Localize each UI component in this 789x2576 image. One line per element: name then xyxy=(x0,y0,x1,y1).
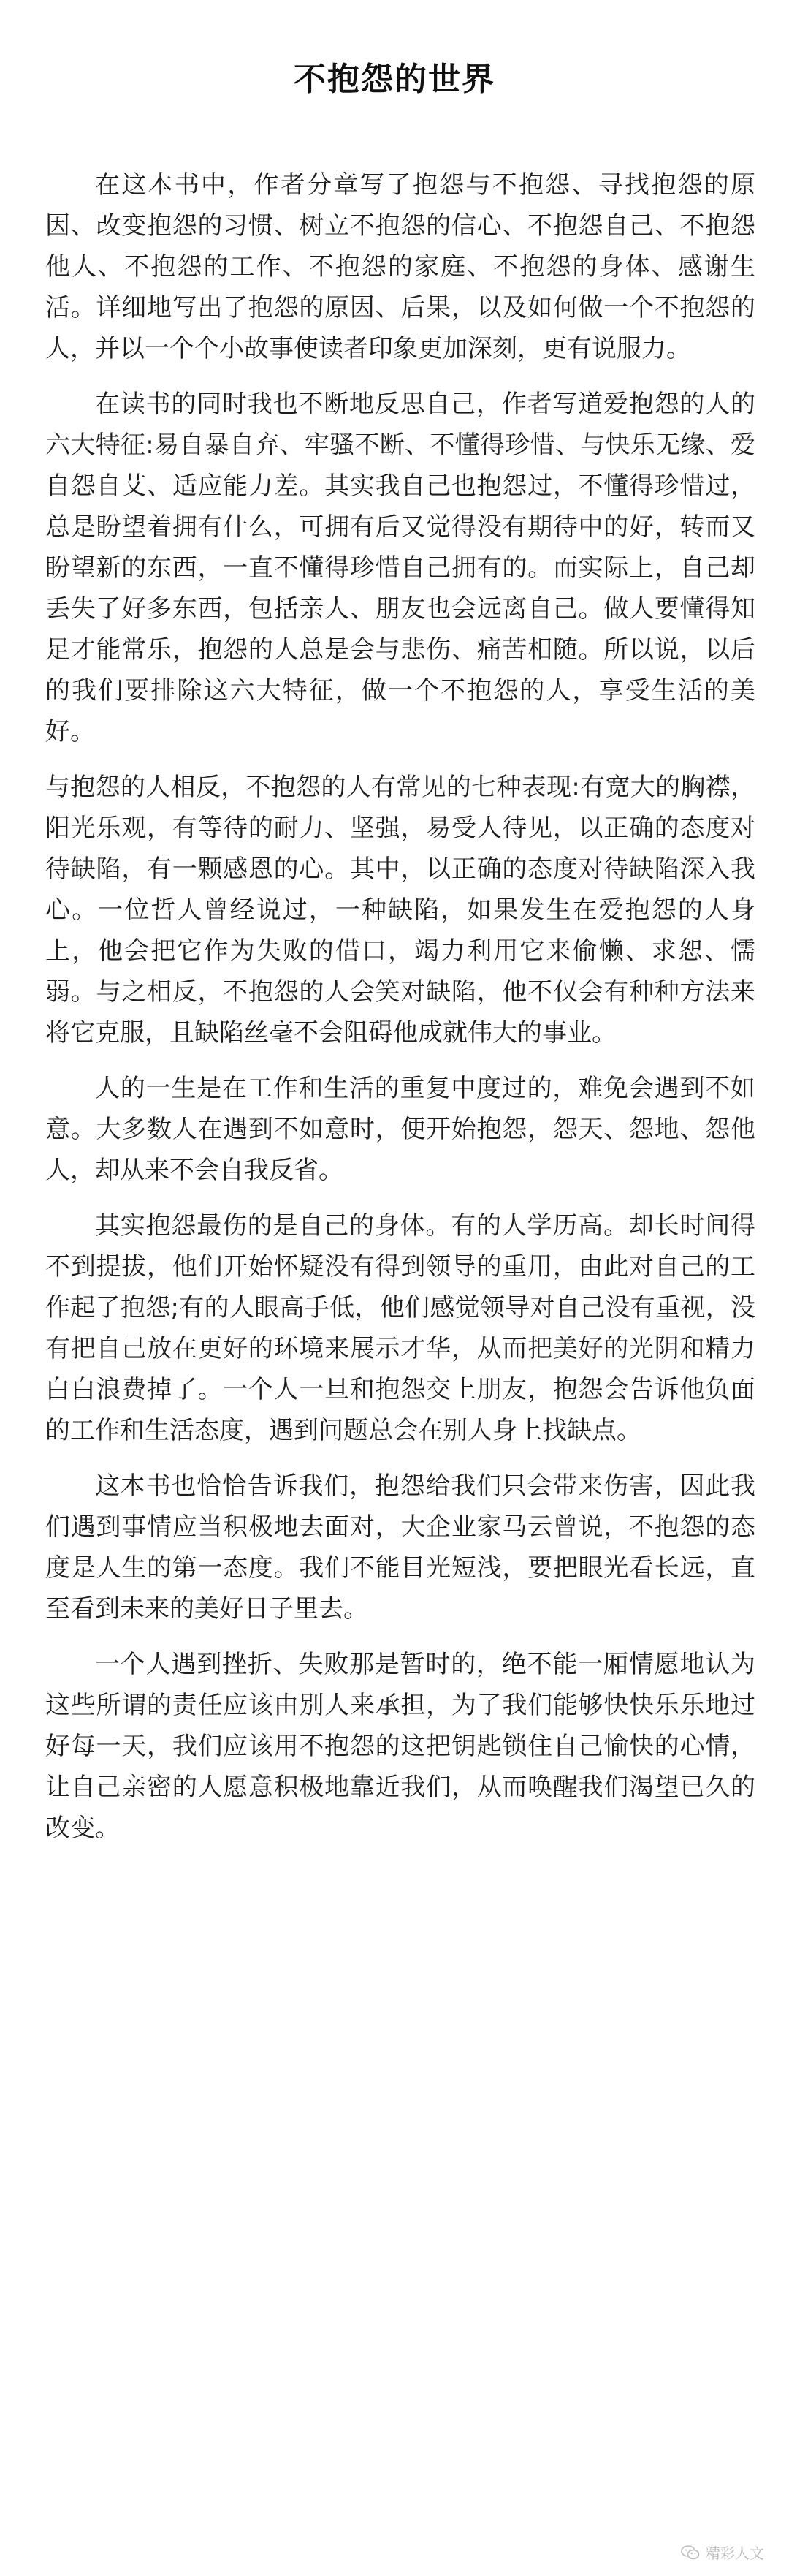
paragraph-5: 其实抱怨最伤的是自己的身体。有的人学历高。却长时间得不到提拔，他们开始怀疑没有得到领导的重用，由此对自己的工作起了抱怨;有的人眼高手低，他们感觉领导对自己没有重视，没有把自己放在更好的环境来展示才华，从而把美好的光阴和精力白白浪费掉了。一个人一旦和抱怨交上朋友，抱怨会告诉他负面的工作和生活态度，遇到问题总会在别人身上找缺点。 xyxy=(45,1211,755,1445)
paragraph-2: 在读书的同时我也不断地反思自己，作者写道爱抱怨的人的六大特征:易自暴自弃、牢骚不断、不懂得珍惜、与快乐无缘、爱自怨自艾、适应能力差。其实我自己也抱怨过，不懂得珍惜过，总是盼望着拥有什么，可拥有后又觉得没有期待中的好，转而又盼望新的东西，一直不懂得珍惜自己拥有的。而实际上，自己却丢失了好多东西，包括亲人、朋友也会远离自己。做人要懂得知足才能常乐，抱怨的人总是会与悲伤、痛苦相随。所以说，以后的我们要排除这六大特征，做一个不抱怨的人，享受生活的美好。 xyxy=(45,390,755,746)
paragraph-4: 人的一生是在工作和生活的重复中度过的，难免会遇到不如意。大多数人在遇到不如意时，便开始抱怨，怨天、怨地、怨他人，却从来不会自我反省。 xyxy=(45,1074,755,1185)
paragraph-1: 在这本书中，作者分章写了抱怨与不抱怨、寻找抱怨的原因、改变抱怨的习惯、树立不抱怨的信心、不抱怨自己、不抱怨他人、不抱怨的工作、不抱怨的家庭、不抱怨的身体、感谢生活。详细地写出了抱怨的原因、后果，以及如何做一个不抱怨的人，并以一个个小故事使读者印象更加深刻，更有说服力。 xyxy=(45,170,755,363)
wechat-icon xyxy=(681,2545,700,2560)
article-body xyxy=(45,164,755,1863)
paragraph-6: 这本书也恰恰告诉我们，抱怨给我们只会带来伤害，因此我们遇到事情应当积极地去面对，大企业家马云曾说，不抱怨的态度是人生的第一态度。我们不能目光短浅，要把眼光看长远，直至看到未来的美好日子里去。 xyxy=(45,1471,755,1624)
article-title: 不抱怨的世界 xyxy=(294,61,495,98)
paragraph-7: 一个人遇到挫折、失败那是暂时的，绝不能一厢情愿地认为这些所谓的责任应该由别人来承担，为了我们能够快快乐乐地过好每一天，我们应该用不抱怨的这把钥匙锁住自己愉快的心情，让自己亲密的人愿意积极地靠近我们，从而唤醒我们渴望已久的改变。 xyxy=(45,1650,755,1843)
watermark xyxy=(681,2542,764,2563)
paragraph-3: 与抱怨的人相反，不抱怨的人有常见的七种表现:有宽大的胸襟，阳光乐观，有等待的耐力、坚强，易受人待见，以正确的态度对待缺陷，有一颗感恩的心。其中，以正确的态度对待缺陷深入我心。一位哲人曾经说过，一种缺陷，如果发生在爱抱怨的人身上，他会把它作为失败的借口，竭力利用它来偷懒、求恕、懦弱。与之相反，不抱怨的人会笑对缺陷，他不仅会有种种方法来将它克服，且缺陷丝毫不会阻碍他成就伟大的事业。 xyxy=(45,773,755,1048)
watermark-text: 精彩人文 xyxy=(706,2545,764,2562)
